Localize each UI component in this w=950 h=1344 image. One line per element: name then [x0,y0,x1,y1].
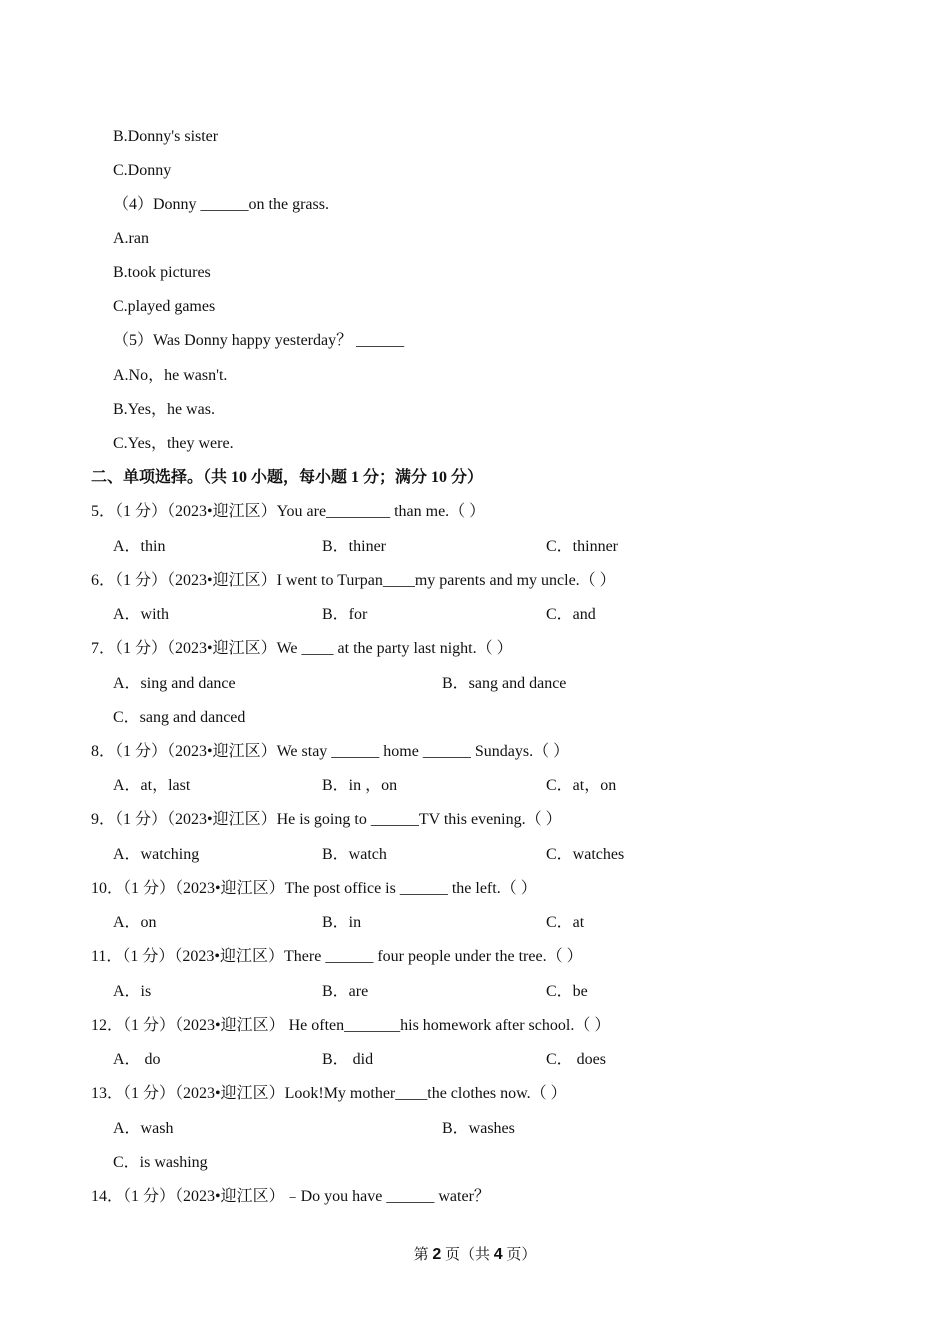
q4-stem: （4）Donny ______on the grass. [113,196,329,213]
footer-prefix: 第 [413,1247,429,1263]
q5-option-b: B.Yes，he was. [113,401,215,418]
question-stem: 14．（1 分）（2023•迎江区）﹣Do you have ______ water？ [91,1188,490,1205]
option-a: A．wash [113,1120,174,1137]
q5-option-a: A.No，he wasn't. [113,367,228,384]
option-c: C．at [546,914,585,931]
q5-stem: （5）Was Donny happy yesterday？ ______ [113,332,405,349]
option-b: B．sang and dance [442,675,567,692]
footer-page-number: 2 [432,1246,442,1263]
footer-suffix: 页） [506,1247,537,1263]
option-b: B．in ，on [322,777,398,794]
q4-option-a: A.ran [113,230,149,247]
question-stem: 7．（1 分）（2023•迎江区）We ____ at the party last night.（ ） [91,640,513,657]
option-a: A．sing and dance [113,675,236,692]
question-stem: 9．（1 分）（2023•迎江区）He is going to ______TV this evening.（ ） [91,811,562,828]
option-a: A．is [113,983,152,1000]
option-c: C．at，on [546,777,617,794]
footer-total-pages: 4 [493,1246,503,1263]
question-stem: 13．（1 分）（2023•迎江区）Look!My mother____the clothes now.（ ） [91,1085,567,1102]
option-c: C． does [546,1051,607,1068]
option-b: B．are [322,983,369,1000]
option-a: A．at，last [113,777,191,794]
q5-option-c: C.Yes，they were. [113,435,234,452]
option-a: A．watching [113,846,200,863]
option-c: C．watches [546,846,625,863]
option-c: C．thinner [546,538,618,555]
q4-option-c: C.played games [113,298,216,315]
option-b: B．watch [322,846,387,863]
q3-option-c: C.Donny [113,162,172,179]
option-b: B．in [322,914,362,931]
q3-option-b: B.Donny's sister [113,128,219,145]
option-b: B．thiner [322,538,386,555]
option-a: A．on [113,914,157,931]
option-a: A．thin [113,538,166,555]
option-c: C．and [546,606,596,623]
section-heading: 二、单项选择。（共 10 小题，每小题 1 分；满分 10 分） [91,469,484,486]
question-stem: 5．（1 分）（2023•迎江区）You are________ than me.（ ） [91,503,486,520]
option-b: B． did [322,1051,374,1068]
question-stem: 6．（1 分）（2023•迎江区）I went to Turpan____my parents and my uncle.（ ） [91,572,616,589]
option-b: B．washes [442,1120,515,1137]
option-a: A． do [113,1051,161,1068]
q4-option-b: B.took pictures [113,264,211,281]
option-b: B．for [322,606,368,623]
question-stem: 12．（1 分）（2023•迎江区） He often_______his homework after school.（ ） [91,1017,611,1034]
question-stem: 11．（1 分）（2023•迎江区）There ______ four people under the tree.（ ） [91,948,583,965]
option-c: C．is washing [113,1154,208,1171]
option-c: C．sang and danced [113,709,246,726]
option-c: C．be [546,983,588,1000]
footer-middle: 页（共 [444,1247,490,1263]
question-stem: 10．（1 分）（2023•迎江区）The post office is ______ the left.（ ） [91,880,537,897]
option-a: A．with [113,606,170,623]
page-footer [0,1243,950,1264]
question-stem: 8．（1 分）（2023•迎江区）We stay ______ home ______ Sundays.（ ） [91,743,570,760]
